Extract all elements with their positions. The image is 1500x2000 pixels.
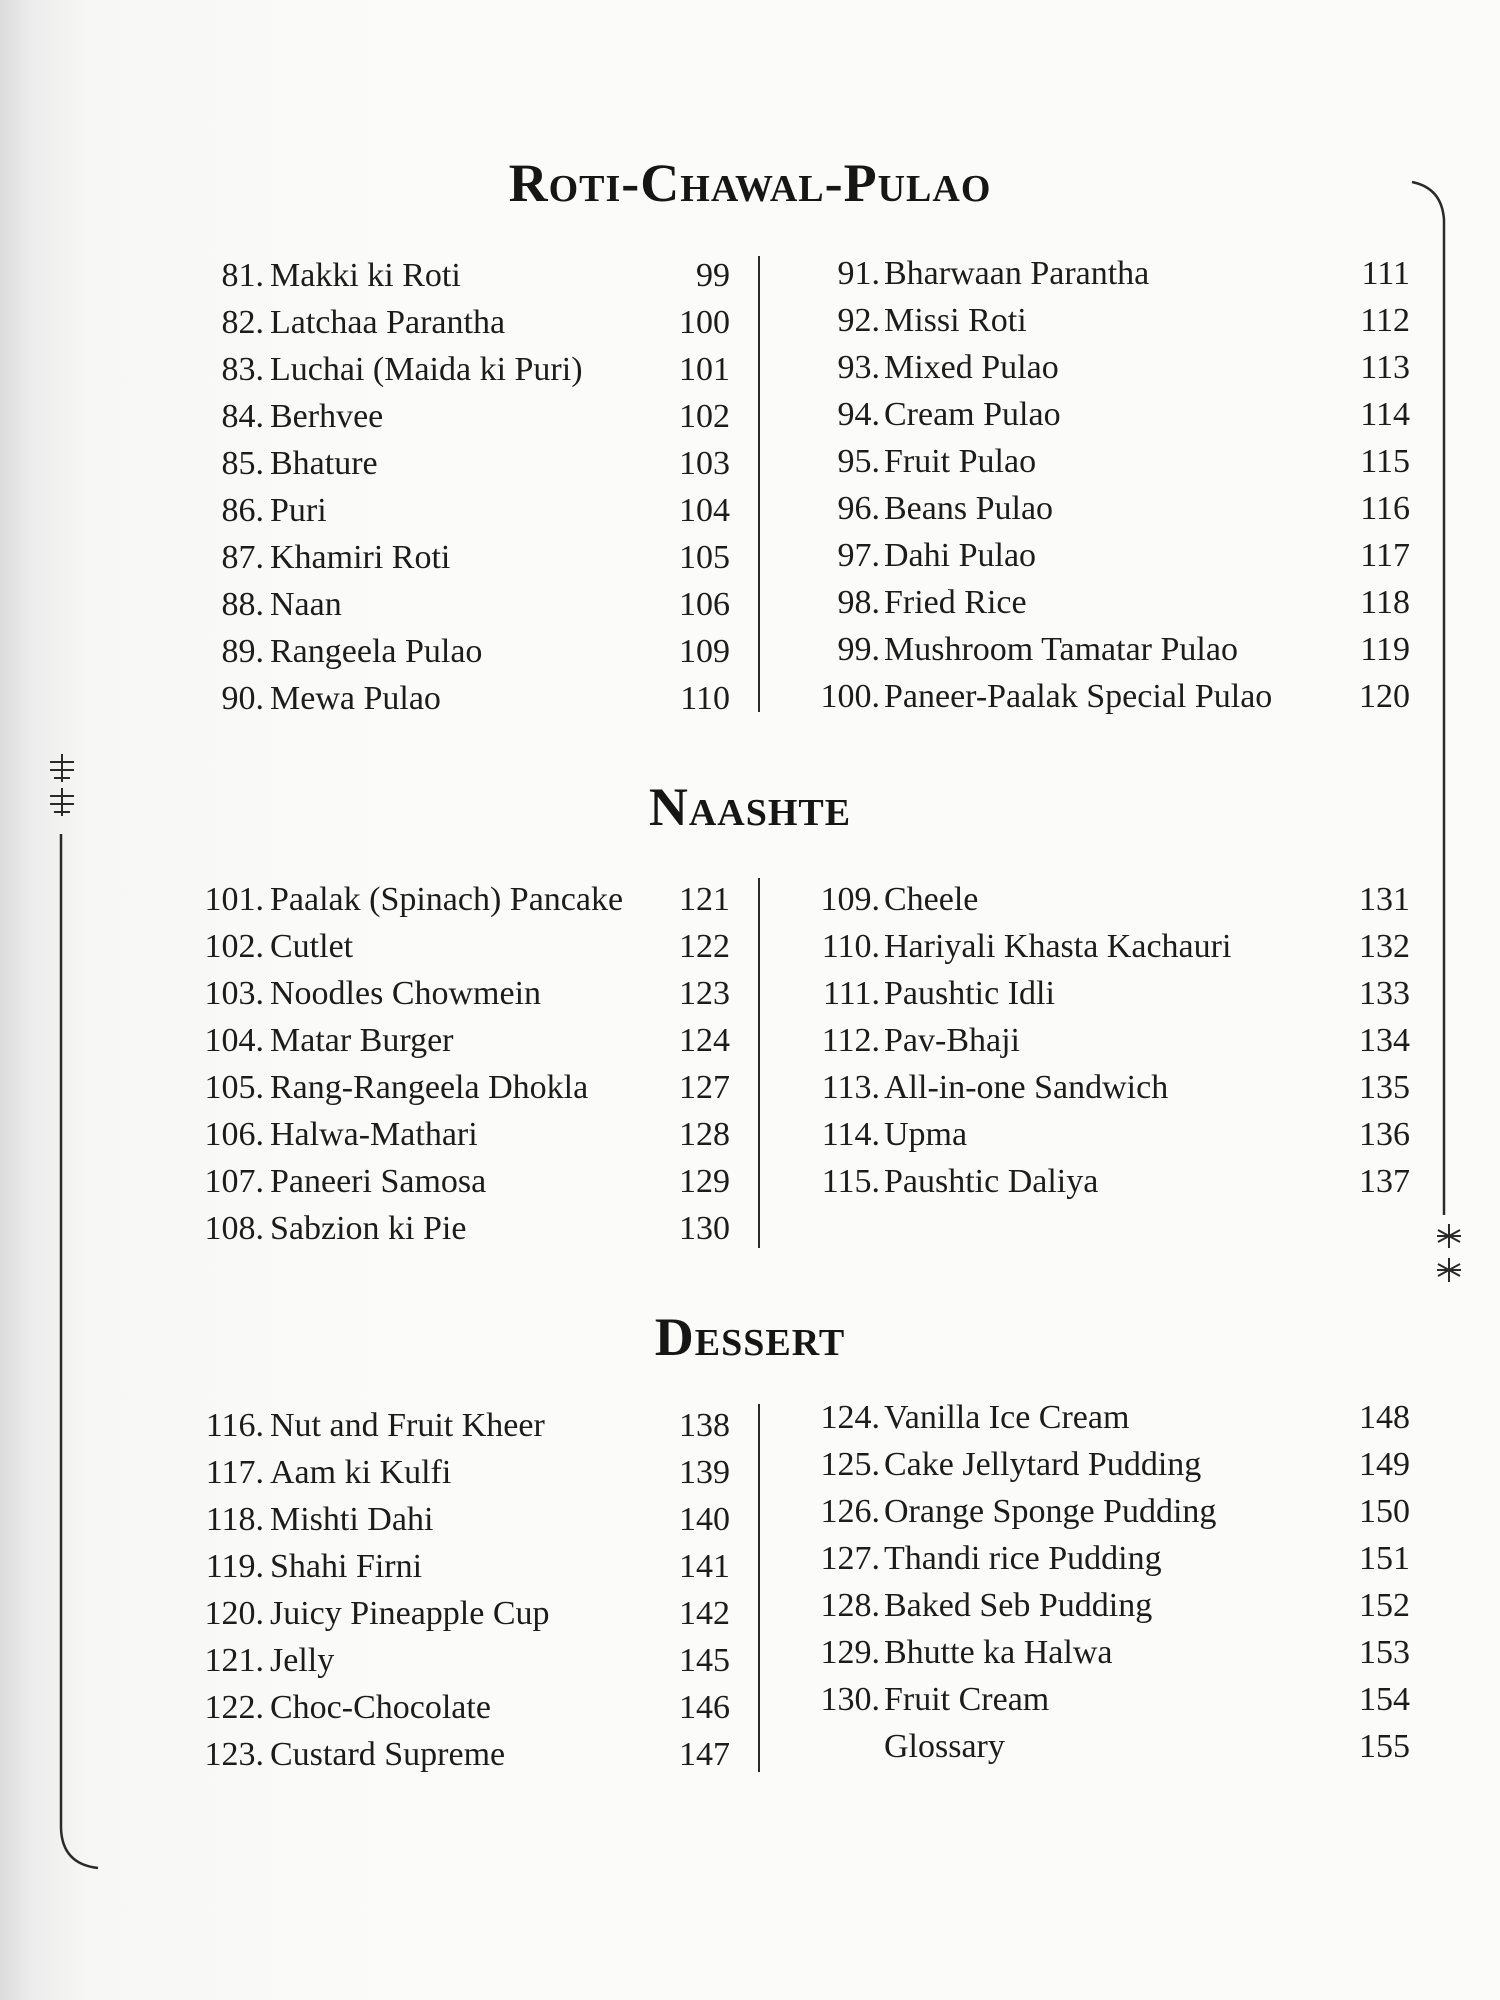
entry-number: 97. bbox=[837, 537, 880, 574]
entry-title: Thandi rice Pudding bbox=[884, 1540, 1162, 1577]
entry-title: Nut and Fruit Kheer bbox=[270, 1407, 545, 1444]
entry-title: Mewa Pulao bbox=[270, 680, 441, 717]
entry-page: 116 bbox=[1360, 490, 1410, 527]
flourish-left-icon bbox=[42, 752, 82, 832]
entry-title: Matar Burger bbox=[270, 1022, 454, 1059]
toc-entry[interactable] bbox=[760, 876, 1410, 923]
toc-entry[interactable] bbox=[760, 1441, 1410, 1488]
toc-entry[interactable] bbox=[760, 1111, 1410, 1158]
entry-title: Makki ki Roti bbox=[270, 257, 461, 294]
entry-number: 86. bbox=[221, 492, 264, 529]
section-title-dessert: Dessert bbox=[654, 1307, 846, 1367]
entry-number: 122. bbox=[204, 1689, 264, 1726]
bracket-right bbox=[1400, 170, 1460, 1230]
toc-entry[interactable] bbox=[760, 532, 1410, 579]
entry-number: 84. bbox=[221, 398, 264, 435]
entry-title: Mixed Pulao bbox=[884, 349, 1059, 386]
toc-entry[interactable] bbox=[760, 391, 1410, 438]
entry-page: 139 bbox=[679, 1454, 730, 1491]
entry-page: 138 bbox=[679, 1407, 730, 1444]
entry-page: 142 bbox=[679, 1595, 730, 1632]
entry-page: 124 bbox=[679, 1022, 730, 1059]
entry-title: Paushtic Idli bbox=[884, 975, 1055, 1012]
toc-entry[interactable] bbox=[760, 485, 1410, 532]
entry-number: 130. bbox=[820, 1681, 880, 1718]
entry-title: Choc-Chocolate bbox=[270, 1689, 491, 1726]
entry-page: 128 bbox=[679, 1116, 730, 1153]
entry-number: 91. bbox=[837, 255, 880, 292]
entry-page: 132 bbox=[1359, 928, 1410, 965]
entry-title: Puri bbox=[270, 492, 327, 529]
entry-number: 108. bbox=[204, 1210, 264, 1247]
entry-number: 98. bbox=[837, 584, 880, 621]
entry-page: 115 bbox=[1360, 443, 1410, 480]
entry-title: Cream Pulao bbox=[884, 396, 1061, 433]
entry-title: Bhutte ka Halwa bbox=[884, 1634, 1113, 1671]
toc-entry[interactable] bbox=[80, 252, 730, 299]
entry-page: 148 bbox=[1359, 1399, 1410, 1436]
entry-title: Rang-Rangeela Dhokla bbox=[270, 1069, 589, 1106]
toc-entry[interactable] bbox=[80, 299, 730, 346]
toc-entry[interactable] bbox=[80, 1158, 730, 1205]
entry-page: 123 bbox=[679, 975, 730, 1012]
entry-number: 124. bbox=[820, 1399, 880, 1436]
toc-entry[interactable] bbox=[80, 675, 730, 722]
entry-title: Paneeri Samosa bbox=[270, 1163, 487, 1200]
entry-title: Mushroom Tamatar Pulao bbox=[884, 631, 1238, 668]
entry-page: 137 bbox=[1359, 1163, 1410, 1200]
toc-entry[interactable] bbox=[80, 1496, 730, 1543]
entry-title: Missi Roti bbox=[884, 302, 1027, 339]
entry-title: Bhature bbox=[270, 445, 378, 482]
toc-entry[interactable] bbox=[760, 1535, 1410, 1582]
entry-number: 109. bbox=[820, 881, 880, 918]
entry-number: 111. bbox=[823, 975, 880, 1012]
entry-page: 152 bbox=[1359, 1587, 1410, 1624]
entry-page: 136 bbox=[1359, 1116, 1410, 1153]
toc-entry[interactable] bbox=[80, 1017, 730, 1064]
entry-title: Vanilla Ice Cream bbox=[884, 1399, 1130, 1436]
entry-number: 120. bbox=[204, 1595, 264, 1632]
entry-page: 119 bbox=[1360, 631, 1410, 668]
entry-number: 85. bbox=[221, 445, 264, 482]
entry-page: 114 bbox=[1360, 396, 1410, 433]
entry-title: Paneer-Paalak Special Pulao bbox=[884, 678, 1273, 715]
entry-number: 128. bbox=[820, 1587, 880, 1624]
entry-number: 95. bbox=[837, 443, 880, 480]
entry-title: Aam ki Kulfi bbox=[270, 1454, 452, 1491]
entry-title: Noodles Chowmein bbox=[270, 975, 542, 1012]
entry-number: 81. bbox=[221, 257, 264, 294]
toc-entry[interactable] bbox=[80, 1064, 730, 1111]
entry-page: 145 bbox=[679, 1642, 730, 1679]
entry-number: 115. bbox=[821, 1163, 880, 1200]
entry-title: Berhvee bbox=[270, 398, 384, 435]
toc-entry[interactable] bbox=[80, 534, 730, 581]
entry-number: 113. bbox=[821, 1069, 880, 1106]
entry-page: 141 bbox=[679, 1548, 730, 1585]
entry-title: Luchai (Maida ki Puri) bbox=[270, 351, 583, 388]
entry-title: Fried Rice bbox=[884, 584, 1027, 621]
toc-entry[interactable] bbox=[80, 1205, 730, 1252]
entry-title: Paushtic Daliya bbox=[884, 1163, 1099, 1200]
entry-title: Orange Sponge Pudding bbox=[884, 1493, 1217, 1530]
entry-number: 83. bbox=[221, 351, 264, 388]
toc-entry[interactable] bbox=[80, 1684, 730, 1731]
entry-title: Khamiri Roti bbox=[270, 539, 451, 576]
entry-page: 129 bbox=[679, 1163, 730, 1200]
toc-entry[interactable] bbox=[760, 1676, 1410, 1723]
entry-page: 99 bbox=[696, 257, 730, 294]
entry-title: Upma bbox=[884, 1116, 968, 1153]
toc-entry[interactable] bbox=[760, 1017, 1410, 1064]
entry-number: 96. bbox=[837, 490, 880, 527]
flourish-right-icon bbox=[1434, 1222, 1464, 1286]
toc-entry[interactable] bbox=[760, 673, 1410, 720]
entry-page: 140 bbox=[679, 1501, 730, 1538]
entry-number: 94. bbox=[837, 396, 880, 433]
entry-page: 154 bbox=[1359, 1681, 1410, 1718]
toc-entry[interactable] bbox=[760, 579, 1410, 626]
entry-page: 133 bbox=[1359, 975, 1410, 1012]
entry-page: 103 bbox=[679, 445, 730, 482]
entry-page: 147 bbox=[679, 1736, 730, 1773]
toc-entry[interactable] bbox=[80, 1449, 730, 1496]
entry-page: 150 bbox=[1359, 1493, 1410, 1530]
toc-entry[interactable] bbox=[760, 297, 1410, 344]
entry-number: 118. bbox=[205, 1501, 264, 1538]
entry-title: Mishti Dahi bbox=[270, 1501, 434, 1538]
entry-page: 127 bbox=[679, 1069, 730, 1106]
entry-page: 106 bbox=[679, 586, 730, 623]
entry-title: Latchaa Parantha bbox=[270, 304, 506, 341]
toc-entry[interactable] bbox=[80, 487, 730, 534]
entry-title: All-in-one Sandwich bbox=[884, 1069, 1169, 1106]
entry-page: 118 bbox=[1360, 584, 1410, 621]
toc-entry[interactable] bbox=[80, 923, 730, 970]
toc-entry[interactable] bbox=[80, 970, 730, 1017]
entry-number: 92. bbox=[837, 302, 880, 339]
entry-title: Halwa-Mathari bbox=[270, 1116, 478, 1153]
toc-entry[interactable] bbox=[760, 1158, 1410, 1205]
entry-page: 134 bbox=[1359, 1022, 1410, 1059]
toc-entry[interactable] bbox=[80, 393, 730, 440]
toc-entry[interactable] bbox=[80, 1637, 730, 1684]
toc-entry[interactable] bbox=[80, 1543, 730, 1590]
entry-title: Cake Jellytard Pudding bbox=[884, 1446, 1202, 1483]
entry-page: 146 bbox=[679, 1689, 730, 1726]
entry-page: 104 bbox=[679, 492, 730, 529]
entry-number: 121. bbox=[204, 1642, 264, 1679]
entry-number: 101. bbox=[204, 881, 264, 918]
toc-entry[interactable] bbox=[760, 1394, 1410, 1441]
toc-entry[interactable] bbox=[760, 1064, 1410, 1111]
entry-page: 130 bbox=[679, 1210, 730, 1247]
entry-title: Juicy Pineapple Cup bbox=[270, 1595, 550, 1632]
entry-page: 110 bbox=[680, 680, 730, 717]
entry-page: 109 bbox=[679, 633, 730, 670]
entry-page: 155 bbox=[1359, 1728, 1410, 1765]
toc-entry[interactable] bbox=[760, 250, 1410, 297]
entry-page: 120 bbox=[1359, 678, 1410, 715]
toc-entry[interactable] bbox=[760, 1488, 1410, 1535]
toc-entry[interactable] bbox=[80, 346, 730, 393]
toc-entry[interactable] bbox=[760, 438, 1410, 485]
entry-number: 105. bbox=[204, 1069, 264, 1106]
entry-page: 111 bbox=[1361, 255, 1410, 292]
entry-number: 119. bbox=[205, 1548, 264, 1585]
entry-number: 82. bbox=[221, 304, 264, 341]
entry-page: 117 bbox=[1360, 537, 1410, 574]
entry-title: Bharwaan Parantha bbox=[884, 255, 1150, 292]
entry-title: Paalak (Spinach) Pancake bbox=[270, 881, 624, 918]
entry-number: 107. bbox=[204, 1163, 264, 1200]
toc-entry[interactable] bbox=[760, 970, 1410, 1017]
entry-number: 125. bbox=[820, 1446, 880, 1483]
entry-title: Glossary bbox=[884, 1728, 1005, 1765]
entry-title: Baked Seb Pudding bbox=[884, 1587, 1153, 1624]
entry-number: 100. bbox=[820, 678, 880, 715]
toc-entry[interactable] bbox=[760, 1629, 1410, 1676]
entry-page: 100 bbox=[679, 304, 730, 341]
toc-entry[interactable] bbox=[80, 440, 730, 487]
entry-number: 88. bbox=[221, 586, 264, 623]
toc-entry[interactable] bbox=[760, 626, 1410, 673]
entry-number: 110. bbox=[821, 928, 880, 965]
entry-number: 106. bbox=[204, 1116, 264, 1153]
entry-page: 102 bbox=[679, 398, 730, 435]
entry-page: 131 bbox=[1359, 881, 1410, 918]
toc-entry[interactable] bbox=[80, 1402, 730, 1449]
bracket-left bbox=[52, 828, 102, 1878]
entry-title: Fruit Pulao bbox=[884, 443, 1037, 480]
entry-number: 89. bbox=[221, 633, 264, 670]
toc-entry[interactable] bbox=[80, 1731, 730, 1778]
entry-title: Sabzion ki Pie bbox=[270, 1210, 467, 1247]
entry-title: Cutlet bbox=[270, 928, 354, 965]
toc-entry[interactable] bbox=[80, 581, 730, 628]
entry-title: Hariyali Khasta Kachauri bbox=[884, 928, 1232, 965]
entry-title: Jelly bbox=[270, 1642, 335, 1679]
entry-page: 101 bbox=[679, 351, 730, 388]
toc-entry[interactable] bbox=[80, 628, 730, 675]
entry-page: 149 bbox=[1359, 1446, 1410, 1483]
toc-entry[interactable] bbox=[80, 1111, 730, 1158]
entry-title: Naan bbox=[270, 586, 342, 623]
toc-entry[interactable] bbox=[760, 923, 1410, 970]
entry-title: Shahi Firni bbox=[270, 1548, 423, 1585]
section-title-roti-chawal-pulao: Roti-Chawal-Pulao bbox=[508, 153, 992, 213]
entry-number: 126. bbox=[820, 1493, 880, 1530]
entry-title: Dahi Pulao bbox=[884, 537, 1037, 574]
entry-number: 93. bbox=[837, 349, 880, 386]
entry-page: 105 bbox=[679, 539, 730, 576]
entry-page: 153 bbox=[1359, 1634, 1410, 1671]
entry-number: 90. bbox=[221, 680, 264, 717]
entry-title: Beans Pulao bbox=[884, 490, 1054, 527]
entry-page: 122 bbox=[679, 928, 730, 965]
entry-page: 112 bbox=[1360, 302, 1410, 339]
toc-entry[interactable] bbox=[760, 1582, 1410, 1629]
entry-title: Cheele bbox=[884, 881, 979, 918]
toc-entry[interactable] bbox=[80, 876, 730, 923]
entry-number: 129. bbox=[820, 1634, 880, 1671]
toc-entry[interactable] bbox=[760, 344, 1410, 391]
entry-number: 99. bbox=[837, 631, 880, 668]
entry-number: 116. bbox=[205, 1407, 264, 1444]
section-title-naashte: Naashte bbox=[648, 777, 852, 837]
entry-title: Fruit Cream bbox=[884, 1681, 1050, 1718]
entry-number: 117. bbox=[205, 1454, 264, 1491]
entry-number: 102. bbox=[204, 928, 264, 965]
entry-number: 87. bbox=[221, 539, 264, 576]
toc-entry[interactable] bbox=[760, 1723, 1410, 1770]
entry-title: Custard Supreme bbox=[270, 1736, 506, 1773]
entry-page: 113 bbox=[1360, 349, 1410, 386]
entry-number: 103. bbox=[204, 975, 264, 1012]
entry-page: 121 bbox=[679, 881, 730, 918]
entry-title: Rangeela Pulao bbox=[270, 633, 483, 670]
entry-title: Pav-Bhaji bbox=[884, 1022, 1020, 1059]
entry-page: 151 bbox=[1359, 1540, 1410, 1577]
entry-number: 114. bbox=[821, 1116, 880, 1153]
entry-number: 112. bbox=[821, 1022, 880, 1059]
entry-number: 123. bbox=[204, 1736, 264, 1773]
entry-number: 104. bbox=[204, 1022, 264, 1059]
entry-number: 127. bbox=[820, 1540, 880, 1577]
entry-page: 135 bbox=[1359, 1069, 1410, 1106]
toc-entry[interactable] bbox=[80, 1590, 730, 1637]
